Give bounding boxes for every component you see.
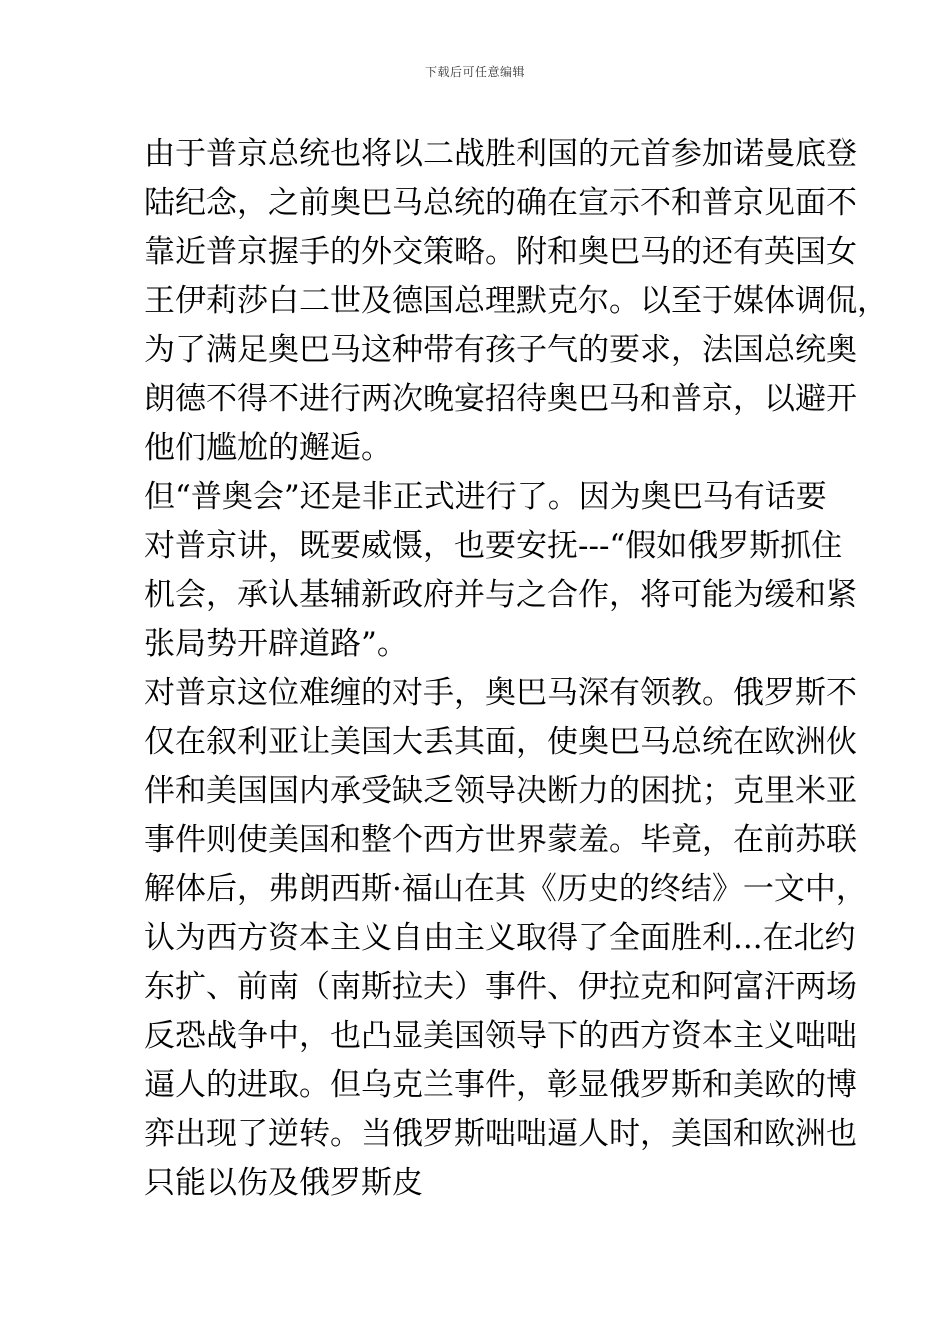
text-line: 为了满足奥巴马这种带有孩子气的要求，法国总统奥: [144, 332, 857, 368]
paragraph-3: [144, 669, 867, 1208]
page-header: 下载后可任意编辑: [424, 65, 525, 79]
text-line: 东扩、前南（南斯拉夫）事件、伊拉克和阿富汗两场: [144, 969, 857, 1005]
text-line: 对普京讲，既要威慑，也要安抚---“假如俄罗斯抓住: [144, 528, 843, 564]
text-line: 但“普奥会”还是非正式进行了。因为奥巴马有话要: [144, 479, 827, 515]
text-line: 反恐战争中，也凸显美国领导下的西方资本主义咄咄: [144, 1018, 857, 1054]
text-line: 逼人的进取。但乌克兰事件，彰显俄罗斯和美欧的博: [144, 1067, 857, 1103]
text-line: 认为西方资本主义自由主义取得了全面胜利...在北约: [144, 920, 856, 956]
text-line: 靠近普京握手的外交策略。附和奥巴马的还有英国女: [144, 234, 857, 270]
text-line: 只能以伤及俄罗斯皮: [144, 1165, 423, 1201]
text-line: 他们尴尬的邂逅。: [144, 430, 392, 466]
text-line: 张局势开辟道路”。: [144, 626, 408, 662]
text-line: 由于普京总统也将以二战胜利国的元首参加诺曼底登: [144, 136, 857, 172]
text-line: 事件则使美国和整个西方世界蒙羞。毕竟，在前苏联: [144, 822, 857, 858]
text-line: 王伊莉莎白二世及德国总理默克尔。以至于媒体调侃，: [144, 283, 888, 319]
text-line: 伴和美国国内承受缺乏领导决断力的困扰；克里米亚: [144, 773, 857, 809]
text-line: 对普京这位难缠的对手，奥巴马深有领教。俄罗斯不: [144, 675, 857, 711]
text-line: 机会，承认基辅新政府并与之合作，将可能为缓和紧: [144, 577, 857, 613]
paragraph-2: [144, 473, 857, 669]
text-line: 弈出现了逆转。当俄罗斯咄咄逼人时，美国和欧洲也: [144, 1116, 857, 1152]
text-line: 解体后，弗朗西斯·福山在其《历史的终结》一文中，: [144, 871, 867, 907]
text-line: 陆纪念，之前奥巴马总统的确在宣示不和普京见面不: [144, 185, 857, 221]
document-body: [144, 130, 888, 1208]
paragraph-1: [144, 130, 888, 473]
text-line: 朗德不得不进行两次晚宴招待奥巴马和普京，以避开: [144, 381, 857, 417]
text-line: 仅在叙利亚让美国大丢其面，使奥巴马总统在欧洲伙: [144, 724, 857, 760]
